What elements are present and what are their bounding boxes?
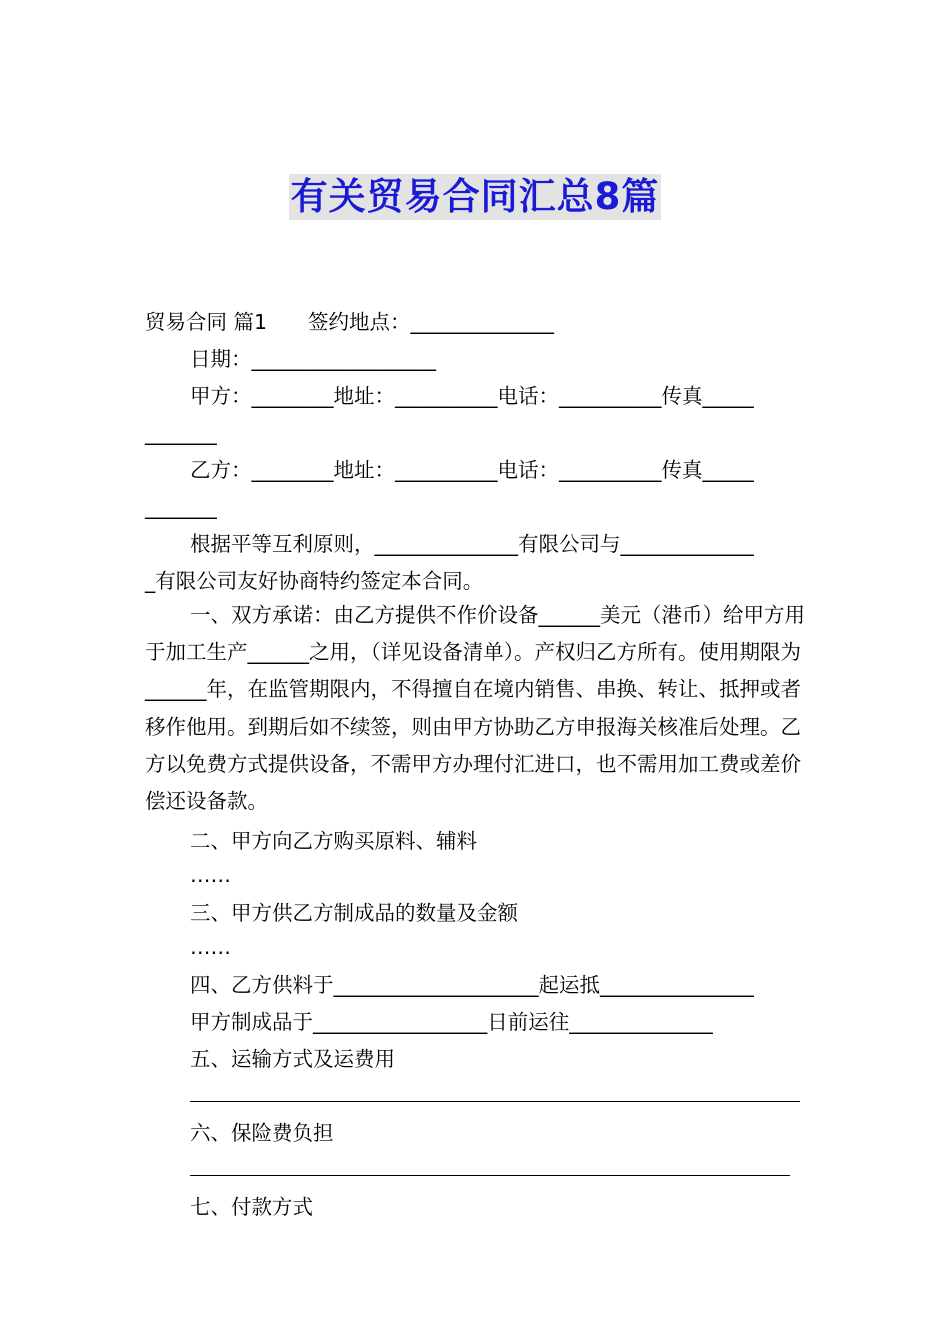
clause-6-heading: 六、保险费负担 (190, 1121, 334, 1145)
clause-4-line-cont: 甲方制成品于_________________日前运往______________ (190, 1010, 713, 1034)
clause-6-blank-line (190, 1175, 790, 1176)
party-a-line: 甲方：________地址：__________电话：__________传真_____ (190, 384, 754, 408)
contract-header-line: 贸易合同 篇1 签约地点：______________ (145, 310, 555, 334)
clause-2-heading: 二、甲方向乙方购买原料、辅料 (190, 829, 477, 853)
party-b-line: 乙方：________地址：__________电话：__________传真_____ (190, 458, 754, 482)
party-a-line-cont: _______ (145, 421, 217, 445)
clause-7-heading: 七、付款方式 (190, 1195, 313, 1219)
document-title: 有关贸易合同汇总8篇 (290, 175, 660, 218)
clause-2-ellipsis: …… (190, 863, 231, 887)
principle-line: 根据平等互利原则，______________有限公司与_____________ (190, 532, 754, 556)
clause-3-heading: 三、甲方供乙方制成品的数量及金额 (190, 901, 518, 925)
clause-1-paragraph: 一、双方承诺：由乙方提供不作价设备______美元（港币）给甲方用于加工生产______之用，（详见设备清单）。产权归乙方所有。使用期限为______年，在监管期限内，不得擅自在境内销售、串换、转让、抵押或者移作他用。到期后如不续签，则由甲方协助乙方申报海关核准后处理。乙方以免费方式提供设备，不需甲方办理付汇进口，也不需用加工费或差价偿还设备款。 (145, 603, 805, 814)
clause-4-line: 四、乙方供料于____________________起运抵_______________ (190, 973, 754, 997)
clause-5-heading: 五、运输方式及运费用 (190, 1047, 395, 1071)
party-b-line-cont: _______ (145, 495, 217, 519)
clause-5-blank-line (190, 1101, 800, 1102)
principle-line-cont: _有限公司友好协商特约签定本合同。 (145, 569, 484, 593)
date-line: 日期：__________________ (190, 347, 436, 371)
document-title-wrap (0, 174, 950, 220)
clause-3-ellipsis: …… (190, 935, 231, 959)
